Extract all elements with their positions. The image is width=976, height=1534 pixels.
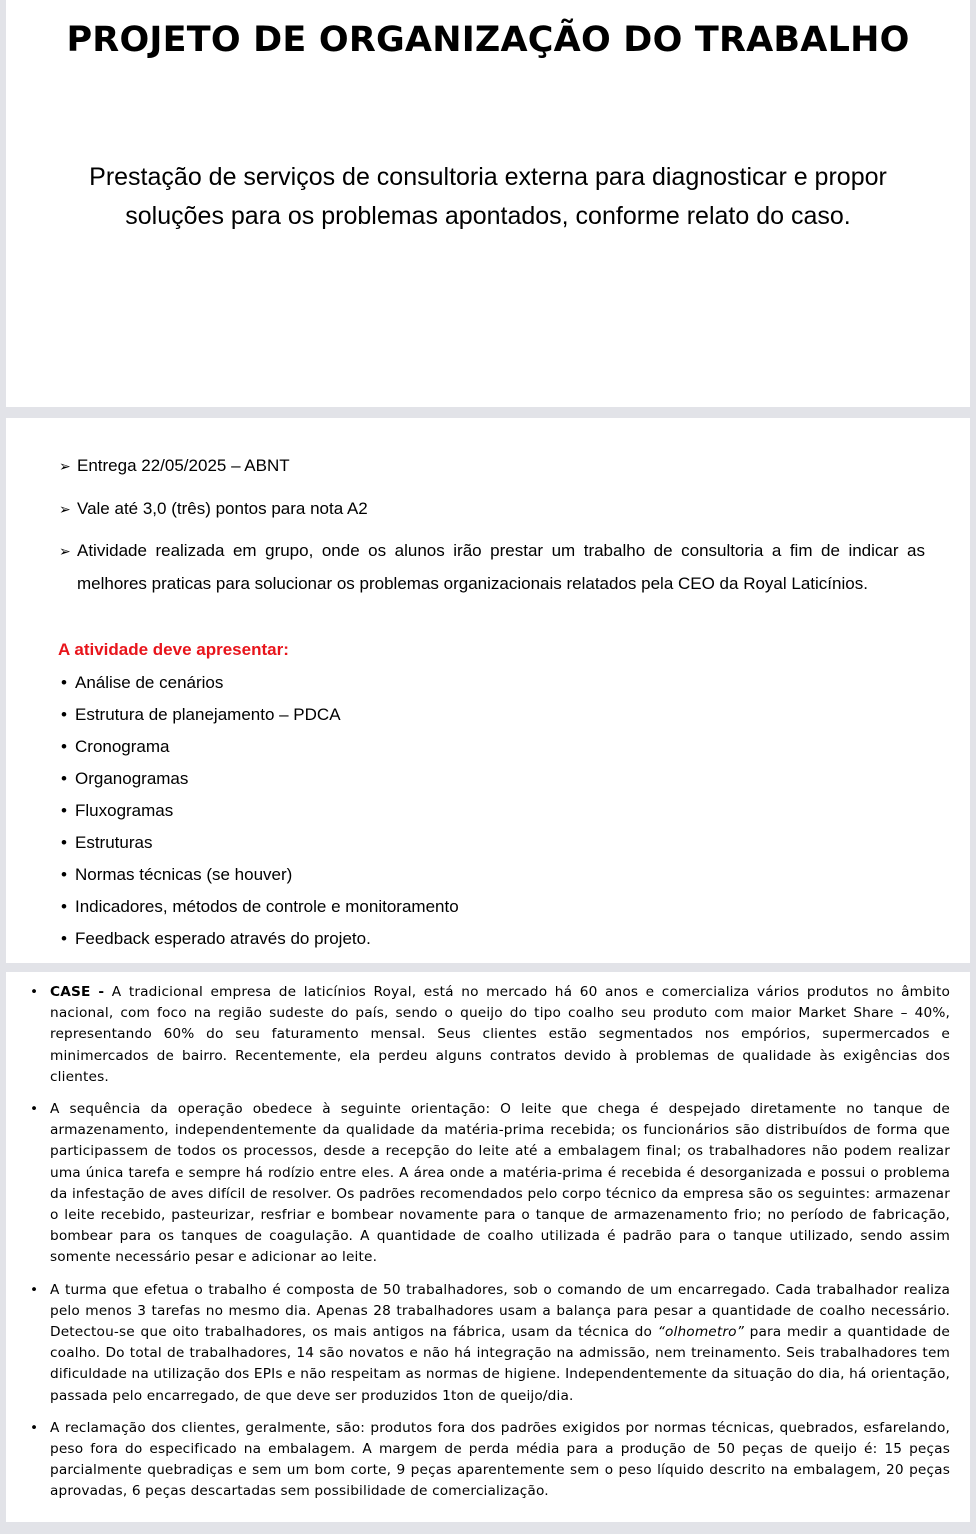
case-paragraph <box>30 1280 950 1407</box>
requirements-heading: A atividade deve apresentar: <box>58 640 289 659</box>
list-item-text: Estrutura de planejamento – PDCA <box>75 705 341 724</box>
list-item <box>58 732 459 764</box>
case-label: CASE - <box>50 984 105 1000</box>
list-item <box>58 860 459 892</box>
list-item-text: Estruturas <box>75 833 153 852</box>
case-paragraph <box>30 982 950 1088</box>
olhometro-term: “olhometro” <box>657 1324 744 1341</box>
case-paragraph <box>30 1099 950 1269</box>
list-item <box>58 668 459 700</box>
bullet-icon: • <box>30 1101 39 1118</box>
bullet-icon: • <box>61 801 67 820</box>
title-slide <box>6 0 970 407</box>
bullet-icon: • <box>61 769 67 788</box>
bullet-icon: • <box>61 929 67 948</box>
list-item <box>58 828 459 860</box>
list-item <box>59 493 925 526</box>
arrow-bullet-icon: ➢ <box>59 543 71 559</box>
bullet-icon: • <box>61 673 67 692</box>
operation-sequence-text: A sequência da operação obedece à seguinte orientação: O leite que chega é despejado diretamente no tanque de armazenamento, independentemente da qualidade da matéria-prima recebida; os funcionários são distribuídos de forma que participassem de todos os processos, desde a recepção do leite até a embalagem final; os trabalhadores não podem realizar uma única tarefa e sempre há rodízio entre eles. A área onde a matéria-prima é recebida é desorganizada e possui o problema da infestação de aves difícil de resolver. Os padrões recomendados pelo corpo técnico da empresa são os seguintes: armazenar o leite recebido, pasteurizar, resfriar e bombear novamente para o tanque de armazenamento frio; no período de fabricação, bombear para os tanques de coagulação. A quantidade de coalho utilizada é padrão para o tanque utilizado, sendo assim somente necessário pesar e adicionar ao leite. <box>50 1101 950 1266</box>
list-item <box>59 450 925 483</box>
requirements-list <box>58 668 459 956</box>
arrow-bullet-icon: ➢ <box>59 458 71 474</box>
list-item <box>58 796 459 828</box>
bullet-icon: • <box>61 865 67 884</box>
workforce-text-continued: para medir a quantidade de coalho. Do total de trabalhadores, 14 são novatos e não há integração na admissão, nem treinamento. Seis trabalhadores tem dificuldade na utilização dos EPIs e não respeitam as normas de higiene. Independentemente da situação do dia, há orientação, passada pelo encarregado, de que deve ser produzidos 1ton de queijo/dia. <box>50 1324 950 1404</box>
list-item-text: Vale até 3,0 (três) pontos para nota A2 <box>77 498 368 518</box>
list-item-text: Entrega 22/05/2025 – ABNT <box>77 456 290 475</box>
list-item-text: Indicadores, métodos de controle e monitoramento <box>75 897 459 916</box>
case-paragraph <box>30 1418 950 1503</box>
list-item-text: Análise de cenários <box>75 673 224 692</box>
list-item-text: Organogramas <box>75 769 189 788</box>
arrow-bullet-icon: ➢ <box>59 500 71 517</box>
case-slide <box>6 972 970 1522</box>
list-item <box>58 764 459 796</box>
list-item <box>59 535 925 600</box>
bullet-icon: • <box>61 833 67 852</box>
case-description-list <box>30 982 950 1514</box>
list-item <box>58 892 459 924</box>
page-subtitle: Prestação de serviços de consultoria externa para diagnosticar e propor soluções para os problemas apontados, conforme relato do caso. <box>89 163 887 230</box>
list-item-text: Atividade realizada em grupo, onde os alunos irão prestar um trabalho de consultoria a fim de indicar as melhores praticas para solucionar os problemas organizacionais relatados pela CEO da Royal Laticínios. <box>77 541 925 593</box>
case-intro-text: A tradicional empresa de laticínios Royal, está no mercado há 60 anos e comercializa vários produtos no âmbito nacional, com foco na região sudeste do país, sendo o queijo do tipo coalho seu produto com maior Market Share – 40%, representando 60% do seu faturamento mensal. Seus clientes estão segmentados nos empórios, supermercados e minimercados de bairro. Recentemente, ela perdeu alguns contratos devido à problemas de qualidade às exigências dos clientes. <box>50 984 950 1085</box>
delivery-info-list <box>59 450 925 610</box>
bullet-icon: • <box>30 984 39 1000</box>
list-item-text: Feedback esperado através do projeto. <box>75 929 371 948</box>
bullet-icon: • <box>30 1281 39 1298</box>
list-item <box>58 924 459 956</box>
list-item-text: Fluxogramas <box>75 801 174 820</box>
workforce-text: A turma que efetua o trabalho é composta de 50 trabalhadores, sob o comando de um encarregado. Cada trabalhador realiza pelo menos 3 tarefas no mesmo dia. Apenas 28 trabalhadores usam a balança para pesar a quantidade de coalho necessário. Detectou-se que oito trabalhadores, os mais antigos na fábrica, usam da técnica do <box>50 1281 950 1341</box>
customer-complaints-text: A reclamação dos clientes, geralmente, são: produtos fora dos padrões exigidos por normas técnicas, quebrados, esfarelando, peso fora do especificado na embalagem. A margem de perda média para a produção de 50 peças de queijo é: 15 peças parcialmente quebradiças e sem um bom corte, 9 peças aparentemente sem o peso líquido descrito na embalagem, 20 peças aprovadas, 6 peças descartadas sem possibilidade de comercialização. <box>50 1419 950 1500</box>
bullet-icon: • <box>61 737 67 756</box>
list-item <box>58 700 459 732</box>
list-item-text: Normas técnicas (se houver) <box>75 865 293 884</box>
list-item-text: Cronograma <box>75 737 170 756</box>
bullet-icon: • <box>61 897 67 916</box>
instructions-slide <box>6 418 970 963</box>
page-title: PROJETO DE ORGANIZAÇÃO DO TRABALHO <box>66 20 910 60</box>
bullet-icon: • <box>30 1419 39 1436</box>
bullet-icon: • <box>61 705 67 724</box>
